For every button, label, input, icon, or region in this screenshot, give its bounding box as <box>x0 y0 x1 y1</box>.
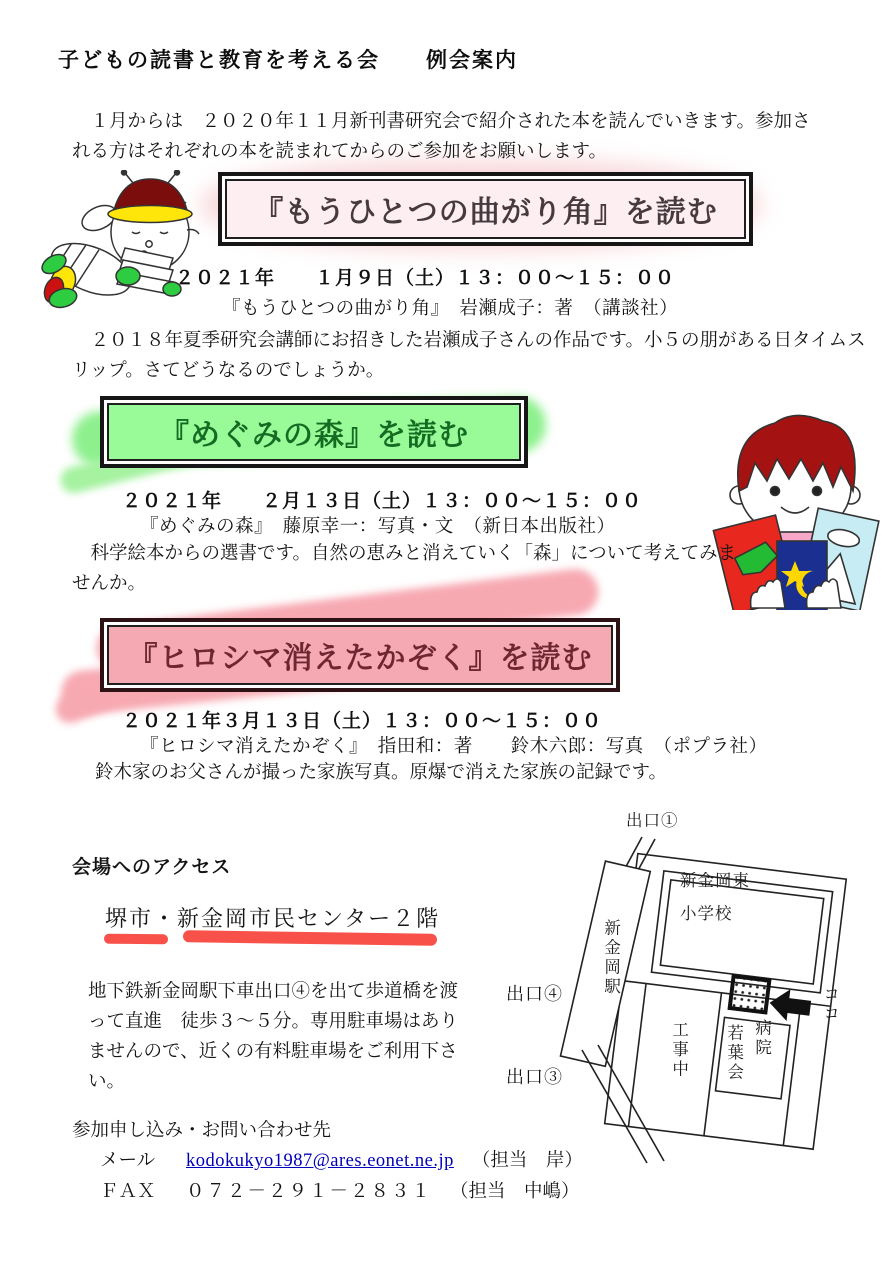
map-school-label-line1: 新金岡東 <box>680 871 750 890</box>
exit4-label: 出口④ <box>506 984 563 1004</box>
map-illustration <box>542 805 892 1165</box>
session1-description: ２０１８年夏季研究会講師にお招きした岩瀬成子さんの作品です。小５の朋がある日タイムスリップ。さてどうなるのでしょうか。 <box>72 331 866 381</box>
session-banner-3: 『ヒロシマ消えたかぞく』を読む <box>100 618 620 692</box>
bee-child-illustration <box>33 170 205 320</box>
session3-book: 『ヒロシマ消えたかぞく』 指田和：著 鈴木六郎：写真 （ポプラ社） <box>140 737 768 757</box>
session-banner-2: 『めぐみの森』を読む <box>100 396 528 468</box>
map-exit1-label: 出口① <box>626 811 679 830</box>
access-heading: 会場へのアクセス <box>72 857 232 878</box>
fax-label: ＦＡＸ <box>100 1180 156 1201</box>
contact-heading: 参加申し込み・お問い合わせ先 <box>72 1119 332 1140</box>
intro-text: １月からは ２０２０年１１月新刊書研究会で紹介された本を読んでいきます。参加される方はそれぞれの本を読まれてからのご参加をお願いします。 <box>72 112 811 162</box>
email-label: メール <box>100 1149 156 1170</box>
email-link[interactable]: kodokukyo1987@ares.eonet.ne.jp <box>186 1151 454 1171</box>
fax-row <box>100 1177 580 1203</box>
map-construction-label: 工事中 <box>669 1021 689 1080</box>
directions-text: 地下鉄新金岡駅下車出口④を出て歩道橋を渡って直進 徒歩３～５分。専用駐車場はありませんので、近くの有料駐車場をご利用下さい。 <box>88 982 459 1092</box>
session3-date: ２０２１年３月１３日（土）１３：００～１５：００ <box>122 711 603 732</box>
session2-description: 科学絵本からの選書です。自然の恵みと消えていく「森」について考えてみませんか。 <box>72 544 737 594</box>
email-contact-person: （担当 岸） <box>471 1149 583 1170</box>
venue-underline-short <box>104 934 168 945</box>
session1-date: ２０２１年 １月９日（土）１３：００～１５：００ <box>175 268 676 289</box>
map-wakabakai-label: 若葉会 <box>724 1024 744 1083</box>
session2-date: ２０２１年 ２月１３日（土）１３：００～１５：００ <box>122 491 643 512</box>
page-title: 子どもの読書と教育を考える会 例会案内 <box>58 49 518 72</box>
exit3-label: 出口③ <box>506 1067 563 1087</box>
session3-description: 鈴木家のお父さんが撮った家族写真。原爆で消えた家族の記録です。 <box>95 763 668 783</box>
venue-name: 堺市・新金岡市民センター２階 <box>105 906 441 931</box>
map-station-label: 新金岡駅 <box>601 919 621 997</box>
session-banner-1: 『もうひとつの曲がり角』を読む <box>218 172 753 246</box>
session1-book: 『もうひとつの曲がり角』 岩瀬成子：著 （講談社） <box>222 299 679 319</box>
map-hospital-label: 病院 <box>752 1019 772 1058</box>
fax-contact-person: （担当 中嶋） <box>450 1180 580 1201</box>
map-school-label-line2: 小学校 <box>680 904 733 923</box>
fax-number: ０７２－２９１－２８３１ <box>186 1180 433 1201</box>
map-here-label: ココ <box>820 985 840 1024</box>
session2-book: 『めぐみの森』 藤原幸一：写真・文 （新日本出版社） <box>140 517 616 537</box>
email-row <box>100 1146 583 1172</box>
